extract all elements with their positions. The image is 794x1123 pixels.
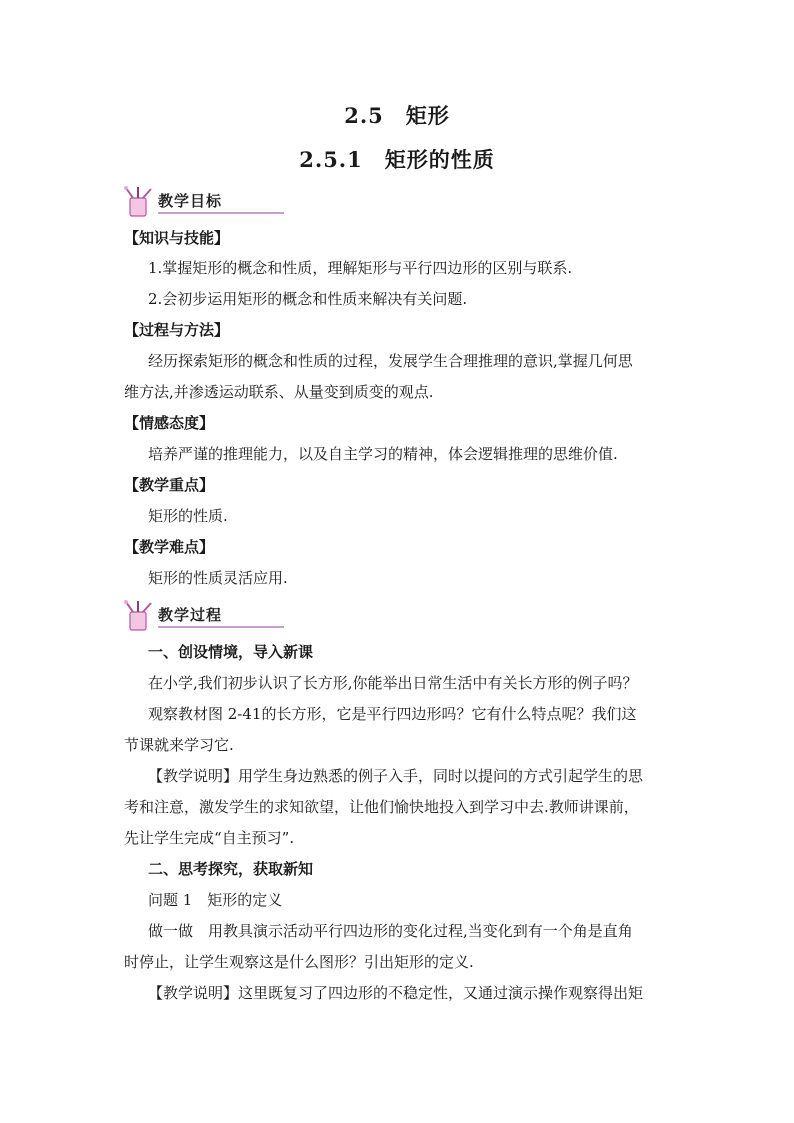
text-line: 矩形的性质灵活应用. <box>148 569 288 587</box>
text-line: 时停止，让学生观察这是什么图形？引出矩形的定义. <box>124 953 474 971</box>
text-line: 经历探索矩形的概念和性质的过程，发展学生合理推理的意识,掌握几何思 <box>148 352 633 370</box>
text-line: 【教学说明】用学生身边熟悉的例子入手，同时以提问的方式引起学生的思 <box>148 767 644 785</box>
text-line: 观察教材图 2-41的长方形，它是平行四边形吗？它有什么特点呢？我们这 <box>148 705 637 723</box>
heading-intro: 一、创设情境，导入新课 <box>148 643 314 661</box>
heading-key-point: 【教学重点】 <box>124 476 215 494</box>
text-line: 维方法,并渗透运动联系、从量变到质变的观点. <box>124 383 434 401</box>
objectives-badge-label: 教学目标 <box>158 192 223 210</box>
text-line: 【教学说明】这里既复习了四边形的不稳定性，又通过演示操作观察得出矩 <box>148 984 644 1002</box>
subsection-title: 2.5.1 矩形的性质 <box>299 147 495 172</box>
text-line: 节课就来学习它. <box>124 736 234 754</box>
pencil-cup-icon <box>118 186 158 218</box>
heading-process-method: 【过程与方法】 <box>124 321 230 339</box>
text-line: 在小学,我们初步认识了长方形,你能举出日常生活中有关长方形的例子吗？ <box>148 674 638 692</box>
heading-explore: 二、思考探究，获取新知 <box>148 860 314 878</box>
objectives-badge <box>118 186 268 218</box>
process-badge-label: 教学过程 <box>158 606 223 624</box>
text-line: 1.掌握矩形的概念和性质，理解矩形与平行四边形的区别与联系. <box>148 259 573 277</box>
text-line: 先让学生完成“自主预习”. <box>124 829 295 847</box>
text-line: 培养严谨的推理能力，以及自主学习的精神，体会逻辑推理的思维价值. <box>148 445 618 463</box>
text-line: 做一做 用教具演示活动平行四边形的变化过程,当变化到有一个角是直角 <box>148 922 633 940</box>
section-title: 2.5 矩形 <box>344 103 450 128</box>
text-line: 矩形的性质. <box>148 507 228 525</box>
text-line: 考和注意，激发学生的求知欲望，让他们愉快地投入到学习中去.教师讲课前， <box>124 798 639 816</box>
pencil-cup-icon <box>118 600 158 632</box>
heading-knowledge: 【知识与技能】 <box>124 229 230 247</box>
heading-difficulty: 【教学难点】 <box>124 538 215 556</box>
text-line: 问题 1 矩形的定义 <box>148 891 283 909</box>
heading-attitude: 【情感态度】 <box>124 414 215 432</box>
badge-underline <box>158 626 284 628</box>
text-line: 2.会初步运用矩形的概念和性质来解决有关问题. <box>148 290 468 308</box>
process-badge <box>118 600 268 632</box>
badge-underline <box>158 212 284 214</box>
